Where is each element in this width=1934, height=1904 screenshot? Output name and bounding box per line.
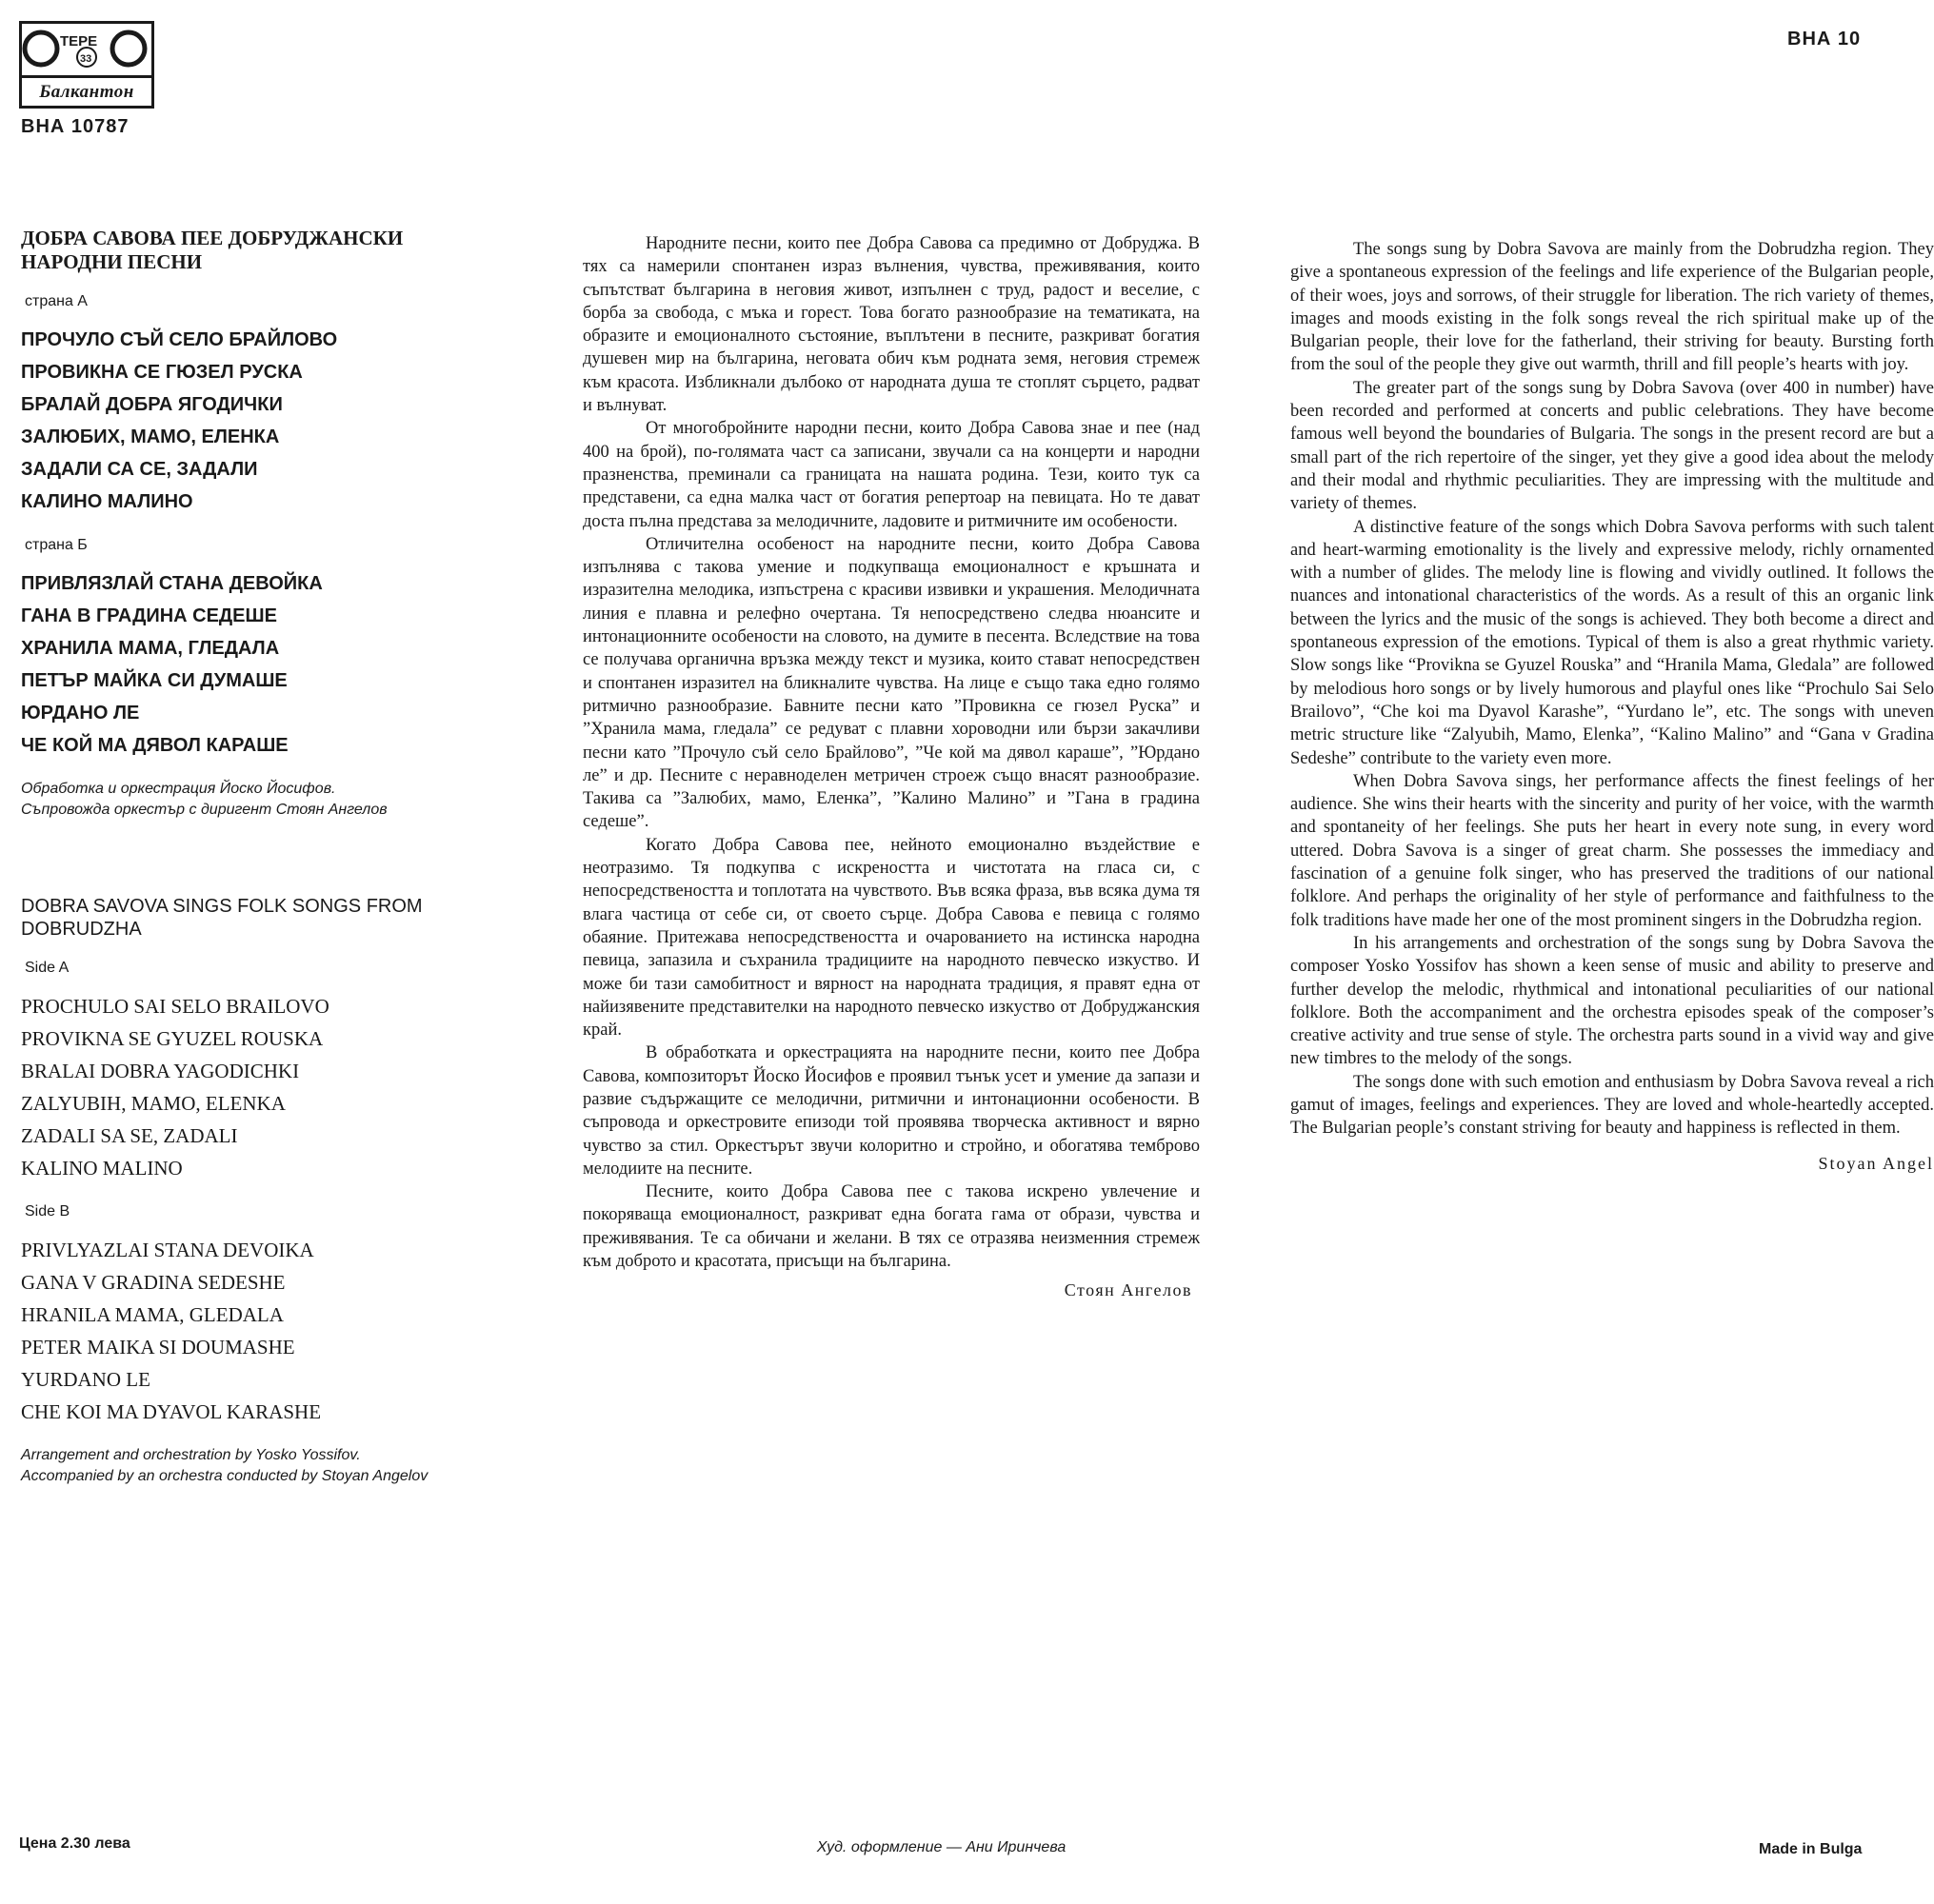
- credit-line: Arrangement and orchestration by Yosko Yossifov.: [21, 1447, 361, 1463]
- album-title-bg: [21, 227, 554, 274]
- notes-paragraph: When Dobra Savova sings, her performance affects the finest feelings of her audience. She wins their hearts with the sincerity and purity of her voice, with the warmth and spontaneity of her feelings. She puts her heart in every note sung, in every word uttered. Dobra Savova is a singer of great charm. She possesses the immediacy and fascination of a genuine folk singer, who has preserved the traditions of our national folklore. And perhaps the originality of her style of performance and faithfulness to the folk traditions have made her one of the most prominent singers in the Dobrudzha region.: [1290, 771, 1934, 930]
- balkanton-stereo-logo: [19, 21, 154, 109]
- track-item: PETER MAIKA SI DOUMASHE: [21, 1336, 295, 1359]
- liner-notes-bg: [583, 232, 1200, 1302]
- notes-paragraph: Отличителна особеност на народните песни, които Добра Савова изпълнява с такова умение и подкупваща емоционалност е кръшната и изразителна мелодика, изпъстрена с красиви извивки и украшения. Мелодичната линия е плавна и релефно очертана. Тя непосредствено следва нюансите и интонационните особености на словото, на думите в песента. Вследствие на това се получава органична връзка между текст и музика, които стават непосредствен и спонтанен изразител на бликналите чувства. На лице е също така едно голямо ритмично разнообразие. Бавните песни като ”Провикна се гюзел Руска” и ”Хранила мама, гледала” се редуват с плавни хороводни или бързи закачливи песни като ”Прочуло съй село Брайлово”, ”Че кой ма дявол караше”, ”Юрдано ле” и др. Песните с неравноделен метричен строеж също внасят разнообразие. Такива са ”Залюбих, мамо, Еленка”, ”Калино Малино” и ”Гана в градина седеше”.: [583, 534, 1200, 832]
- track-item: ZALYUBIH, MAMO, ELENKA: [21, 1092, 286, 1115]
- notes-paragraph: Песните, които Добра Савова пее с такова искрено увлечение и покоряваща емоционалност, разкриват една богата гама от образи, чувства и преживявания. Те са обичани и желани. В тях се отразява неизменния стремеж към доброто и красотата, присъщи на българина.: [583, 1182, 1200, 1272]
- side-b-label-en: Side B: [25, 1203, 70, 1220]
- side-b-label-bg: страна Б: [25, 537, 88, 553]
- track-item: YURDANO LE: [21, 1368, 150, 1391]
- credits-bg: [21, 779, 554, 821]
- notes-paragraph: Народните песни, които пее Добра Савова са предимно от Добруджа. В тях са намерили спонтанен израз вълнения, чувства, преживявания, които съпътстват българина в неговия живот, изпълнен с труд, радост и веселие, с борба за свобода, с мъка и горест. Това богато разнообразие на тематиката, на образите и емоционалното състояние, въплътени в песните, разкриват богатия душевен мир на българина, неговата обич към родната земя, неговия стремеж към красота. Избликнали дълбоко от народната душа те стоплят сърцето, радват и вълнуват.: [583, 234, 1200, 416]
- credits-en: [21, 1445, 554, 1487]
- track-item: BRALAI DOBRA YAGODICHKI: [21, 1060, 300, 1082]
- liner-notes-en: [1290, 238, 1934, 1140]
- design-credit: Худ. оформление — Ани Иринчева: [816, 1839, 1067, 1855]
- track-item: KALINO MALINO: [21, 1157, 183, 1180]
- author-signature-bg: Стоян Ангелов: [1064, 1280, 1192, 1300]
- track-item: ПЕТЪР МАЙКА СИ ДУМАШЕ: [21, 670, 288, 691]
- credit-line: Обработка и оркестрация Йоско Йосифов.: [21, 781, 336, 797]
- track-item: PRIVLYAZLAI STANA DEVOIKA: [21, 1239, 314, 1261]
- tracklist-bg: [21, 227, 554, 821]
- liner-notes-en-wrapper: [1290, 238, 1934, 1533]
- track-item: ЗАДАЛИ СА СЕ, ЗАДАЛИ: [21, 459, 258, 480]
- track-item: ХРАНИЛА МАМА, ГЛЕДАЛА: [21, 638, 280, 659]
- stereo-logo-icon: [22, 24, 151, 73]
- notes-paragraph: Когато Добра Савова пее, нейното емоционално въздействие е неотразимо. Тя подкупва с искреността и чистотата на гласа си, с непосредствеността и топлотата на чувството. Във всяка фраза, във всяка дума тя влага частица от себе си, от своето сърце. Добра Савова е певица с голямо обаяние. Притежава непосредствеността и очарованието на истинска народна певица, запазила и съхранила традициите на народното певческо изкуство. И може би тази самобитност и вярност на народната традиция, я правят една от найизявените представителки на народното певческо изкуство от Добруджанския край.: [583, 835, 1200, 1041]
- side-a-label-bg: страна А: [25, 293, 88, 309]
- notes-paragraph: The songs sung by Dobra Savova are mainly from the Dobrudzha region. They give a spontaneous expression of the feelings and life experience of the Bulgarian people, of their woes, joys and sorrows, of their struggle for liberation. The rich variety of themes, images and moods existing in the folk songs reveal the rich spiritual make up of the Bulgarian people, their love for the fatherland, their striving for beauty. Bursting forth from the soul of the people they give out warmth, thrill and fill people’s hearts with joy.: [1290, 240, 1934, 375]
- album-title-en-line2: DOBRUDZHA: [21, 919, 142, 940]
- catalog-number: ВНА 10787: [21, 116, 130, 137]
- notes-paragraph: От многобройните народни песни, които Добра Савова знае и пее (над 400 на брой), по-голямата част са записани, звучали са на концерти и народни празненства, преминали са границата на нашата родина. Тези, които тук са представени, са една малка част от богатия репертоар на певицата. Но те дават доста пълна представа за мелодичните, ладовите и ритмичните им особености.: [583, 419, 1200, 531]
- track-item: ЮРДАНО ЛЕ: [21, 703, 140, 724]
- track-item: HRANILA MAMA, GLEDALA: [21, 1303, 284, 1326]
- notes-paragraph: A distinctive feature of the songs which Dobra Savova performs with such talent and heart-warming emotionality is the lively and expressive melody, richly ornamented with a number of glides. The melody line is flowing and vividly outlined. It follows the nuances and intonational characteristics of the words. As a result of this an organic link between the lyrics and the music of the songs is achieved. They both become a direct and spontaneous expression of the emotions. Typical of them is also a great rhythmic variety. Slow songs like “Provikna se Gyuzel Rouska” and “Hranila Mama, Gledala” are followed by melodious horo songs or by lively humorous and playful ones like “Prochulo Sai Selo Brailovo”, “Che koi ma Dyavol Karashe”, “Yurdano le”, etc. The songs with uneven metric structure like “Zalyubih, Mamo, Elenka”, “Kalino Malino” and “Gana v Gradina Sedeshe” contribute to the variety even more.: [1290, 517, 1934, 768]
- side-a-label-en: Side A: [25, 960, 70, 976]
- notes-paragraph: The songs done with such emotion and enthusiasm by Dobra Savova reveal a rich gamut of images, feelings and experiences. They are loved and whole-heartedly accepted. The Bulgarian people’s constant striving for beauty and happiness is reflected in them.: [1290, 1072, 1934, 1139]
- brand-label: Балкантон: [22, 75, 151, 106]
- track-item: CHE KOI MA DYAVOL KARASHE: [21, 1400, 322, 1423]
- track-item: ZADALI SA SE, ZADALI: [21, 1124, 238, 1147]
- author-signature-en: Stoyan Angel: [1818, 1153, 1934, 1173]
- side-b-tracks-en: [21, 1234, 554, 1428]
- price-label: Цена 2.30 лева: [19, 1835, 130, 1852]
- catalog-number-right: ВНА 10: [1787, 29, 1862, 50]
- track-item: БРАЛАЙ ДОБРА ЯГОДИЧКИ: [21, 394, 283, 415]
- notes-paragraph: В обработката и оркестрацията на народните песни, които пее Добра Савова, композиторът Йоско Йосифов е проявил тънък усет и умение да запази и развие съдържащите се мелодични, ритмични и интонационни особености. В съпровода и оркестровите епизоди той проявява творческа активност и вярно чувство за стил. Оркестърът звучи колоритно и стройно, и обогатява темброво мелодиите на песните.: [583, 1043, 1200, 1179]
- credit-line: Accompanied by an orchestra conducted by Stoyan Angelov: [21, 1468, 429, 1484]
- rpm-badge: 33: [80, 53, 92, 65]
- track-item: PROCHULO SAI SELO BRAILOVO: [21, 995, 329, 1018]
- side-b-tracks-bg: [21, 567, 554, 762]
- track-item: ЧЕ КОЙ МА ДЯВОЛ КАРАШЕ: [21, 735, 289, 756]
- made-in-label: Made in Bulga: [1759, 1841, 1863, 1857]
- track-item: ГАНА В ГРАДИНА СЕДЕШЕ: [21, 605, 277, 626]
- notes-paragraph: In his arrangements and orchestration of the songs sung by Dobra Savova the composer Yosko Yossifov has shown a keen sense of music and ability to preserve and further develop the melodic, rhythmical and intonational peculiarities of our national folklore. Both the accompaniment and the orchestra episodes speak of the composer’s creative activity and true sense of style. The orchestra parts sound in a vivid way and give new timbres to the melody of the songs.: [1290, 933, 1934, 1069]
- track-item: ПРИВЛЯЗЛАЙ СТАНА ДЕВОЙКА: [21, 573, 323, 594]
- side-a-tracks-bg: [21, 324, 554, 518]
- track-item: PROVIKNA SE GYUZEL ROUSKA: [21, 1027, 324, 1050]
- track-item: КАЛИНО МАЛИНО: [21, 491, 193, 512]
- notes-paragraph: The greater part of the songs sung by Dobra Savova (over 400 in number) have been recorded and performed at concerts and public celebrations. They have become famous well beyond the boundaries of Bulgaria. The songs in the present record are but a small part of the rich repertoire of the singer, yet they give a good idea about the melody and their modal and rhythmic peculiarities. They are impressing with the multitude and variety of themes.: [1290, 378, 1934, 514]
- svg-text:ТЕРЕ: ТЕРЕ: [60, 33, 98, 50]
- album-title-en: [21, 895, 554, 941]
- track-item: GANA V GRADINA SEDESHE: [21, 1271, 286, 1294]
- credit-line: Съпровожда оркестър с диригент Стоян Ангелов: [21, 802, 388, 818]
- track-item: ПРОВИКНА СЕ ГЮЗЕЛ РУСКА: [21, 362, 303, 383]
- album-title-en-line1: DOBRA SAVOVA SINGS FOLK SONGS FROM: [21, 896, 423, 917]
- album-title-bg-line2: НАРОДНИ ПЕСНИ: [21, 250, 203, 273]
- album-title-bg-line1: ДОБРА САВОВА ПЕЕ ДОБРУДЖАНСКИ: [21, 227, 404, 249]
- track-item: ЗАЛЮБИХ, МАМО, ЕЛЕНКА: [21, 426, 280, 447]
- track-item: ПРОЧУЛО СЪЙ СЕЛО БРАЙЛОВО: [21, 329, 338, 350]
- tracklist-en: [21, 895, 554, 1487]
- side-a-tracks-en: [21, 990, 554, 1184]
- tracklist-column: [21, 227, 554, 1487]
